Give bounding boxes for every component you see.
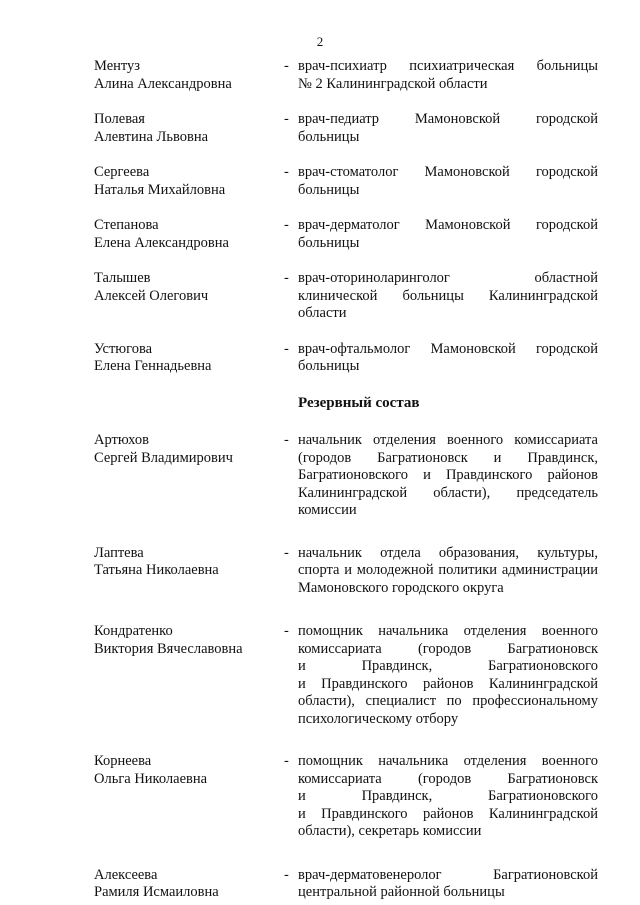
role-line: Багратионовского и Правдинского районов [298, 467, 598, 483]
dash-separator: - [284, 340, 289, 357]
role-line: и Правдинск, Багратионовского [298, 658, 598, 674]
member-given-names: Алевтина Львовна [94, 128, 209, 145]
member-role [298, 111, 598, 146]
member-name [94, 270, 284, 323]
role-line: комиссии [298, 502, 357, 518]
member-surname: Устюгова [94, 340, 153, 357]
role-line: врач-педиатр Мамоновской городской [298, 111, 598, 127]
member-surname: Корнеева [94, 753, 152, 769]
role-line: и Правдинск, Багратионовского [298, 788, 598, 804]
member-entry [0, 217, 640, 252]
member-name [94, 623, 284, 728]
member-surname: Степанова [94, 217, 159, 233]
member-role [298, 867, 598, 902]
role-line: помощник начальника отделения военного [298, 753, 598, 769]
member-surname: Артюхов [94, 432, 149, 448]
role-line: психологическому отбору [298, 710, 459, 727]
role-line: врач-дерматовенеролог Багратионовской [298, 866, 598, 883]
role-line: комиссариата (городов Багратионовск [298, 640, 598, 657]
member-name [94, 164, 284, 199]
role-line: и Правдинского районов Калининградской [298, 675, 598, 692]
member-surname: Алексеева [94, 866, 158, 883]
member-name [94, 545, 284, 598]
member-entry [0, 341, 640, 376]
member-surname: Кондратенко [94, 623, 173, 639]
role-line: больницы [298, 358, 360, 374]
member-given-names: Алексей Олегович [94, 287, 209, 304]
member-entry [0, 545, 640, 598]
role-line: врач-офтальмолог Мамоновской городской [298, 340, 598, 357]
role-line: Калининградской области), председатель [298, 484, 598, 501]
member-surname: Лаптева [94, 544, 144, 561]
role-line: больницы [298, 234, 360, 251]
role-line: (городов Багратионовск и Правдинск, [298, 449, 598, 466]
role-line: комиссариата (городов Багратионовск [298, 770, 598, 787]
role-line: врач-дерматолог Мамоновской городской [298, 217, 598, 233]
role-line: врач-стоматолог Мамоновской городской [298, 164, 598, 180]
member-name [94, 432, 284, 520]
dash-separator: - [284, 111, 289, 127]
main-members [0, 58, 640, 376]
member-role [298, 623, 598, 728]
role-line: области), секретарь комиссии [298, 823, 482, 839]
dash-separator: - [284, 164, 289, 180]
reserve-members [0, 432, 640, 902]
member-surname: Полевая [94, 111, 145, 127]
member-entry [0, 270, 640, 323]
reserve-section-title: Резервный состав [298, 394, 420, 411]
role-line: врач-психиатр психиатрическая больницы [298, 58, 598, 74]
dash-separator: - [284, 753, 289, 769]
role-line: больницы [298, 128, 360, 145]
dash-separator: - [284, 544, 289, 561]
member-given-names: Елена Александровна [94, 234, 229, 251]
member-given-names: Виктория Вячеславовна [94, 640, 243, 657]
role-line: и Правдинского районов Калининградской [298, 805, 598, 822]
member-given-names: Татьяна Николаевна [94, 562, 219, 578]
member-name [94, 341, 284, 376]
role-line: врач-оториноларинголог областной [298, 270, 598, 286]
member-role [298, 432, 598, 520]
member-entry [0, 623, 640, 728]
member-name [94, 217, 284, 252]
member-role [298, 217, 598, 252]
dash-separator: - [284, 58, 289, 74]
dash-separator: - [284, 623, 289, 639]
role-line: области), специалист по профессиональному [298, 693, 598, 709]
member-given-names: Елена Геннадьевна [94, 358, 212, 374]
member-entry [0, 58, 640, 93]
dash-separator: - [284, 217, 289, 233]
member-given-names: Рамиля Исмаиловна [94, 884, 219, 900]
dash-separator: - [284, 270, 289, 286]
member-role [298, 164, 598, 199]
dash-separator: - [284, 432, 289, 448]
dash-separator: - [284, 866, 289, 883]
member-name [94, 58, 284, 93]
member-entry [0, 432, 640, 520]
member-entry [0, 867, 640, 902]
member-entry [0, 164, 640, 199]
role-line: центральной районной больницы [298, 884, 505, 900]
member-role [298, 341, 598, 376]
member-name [94, 753, 284, 841]
member-role [298, 58, 598, 93]
member-entry [0, 111, 640, 146]
role-line: начальник отдела образования, культуры, [298, 544, 598, 561]
member-surname: Ментуз [94, 58, 141, 74]
member-name [94, 111, 284, 146]
member-surname: Талышев [94, 270, 151, 286]
member-role [298, 545, 598, 598]
members-list [0, 58, 640, 902]
member-role [298, 753, 598, 841]
member-entry [0, 753, 640, 841]
member-role [298, 270, 598, 323]
role-line: клинической больницы Калининградской [298, 287, 598, 304]
member-given-names: Ольга Николаевна [94, 770, 208, 787]
member-surname: Сергеева [94, 164, 150, 180]
role-line: спорта и молодежной политики администрации [298, 562, 598, 578]
member-given-names: Алина Александровна [94, 75, 232, 92]
page-number: 2 [316, 34, 324, 49]
role-line: Мамоновского городского округа [298, 579, 504, 596]
member-given-names: Сергей Владимирович [94, 449, 233, 466]
role-line: больницы [298, 181, 360, 198]
member-name [94, 867, 284, 902]
role-line: помощник начальника отделения военного [298, 623, 598, 639]
role-line: начальник отделения военного комиссариата [298, 432, 598, 448]
role-line: области [298, 305, 347, 321]
member-given-names: Наталья Михайловна [94, 181, 226, 198]
role-line: № 2 Калининградской области [298, 75, 488, 92]
